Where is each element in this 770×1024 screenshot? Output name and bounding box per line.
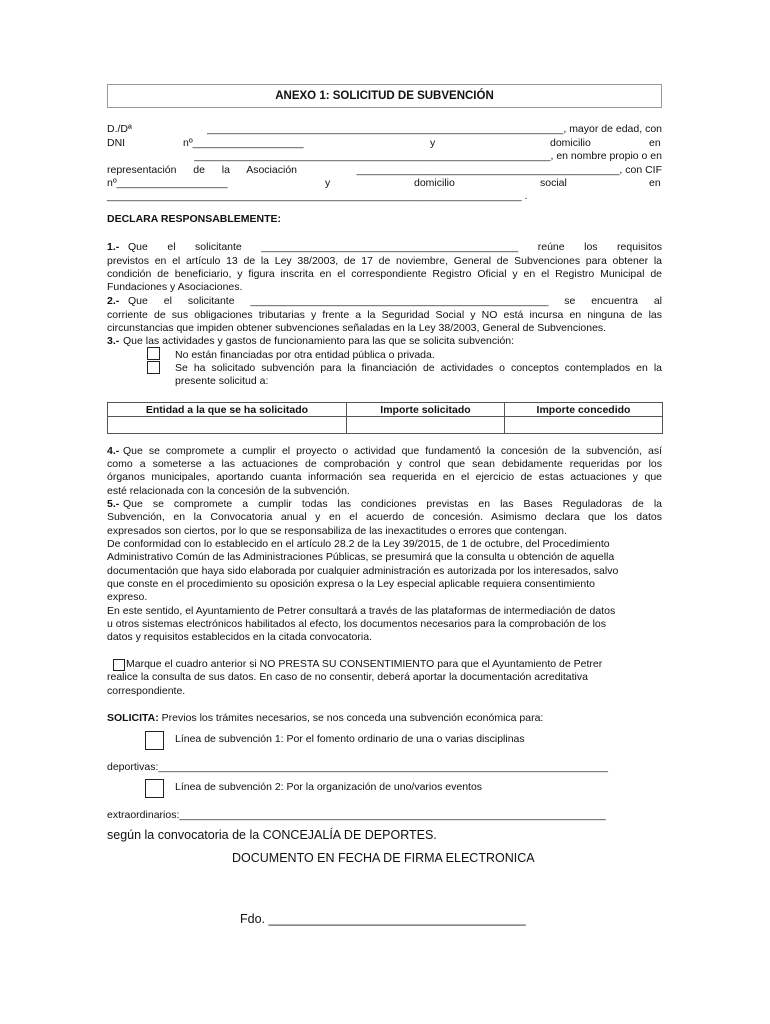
table-header: Importe solicitado	[347, 403, 505, 417]
extraordinarios-field[interactable]: extraordinarios:_________________________________________________________________________	[107, 809, 606, 821]
intro-dni-label: DNI	[107, 137, 126, 149]
p1-line: Fundaciones y Asociaciones.	[107, 281, 243, 293]
firma-field[interactable]: Fdo. _____________________________________	[240, 912, 526, 926]
intro-asociacion-field[interactable]: _____________________________________________, con CIF	[356, 164, 662, 176]
solicita-text: Previos los trámites necesarios, se nos conceda una subvención económica para:	[161, 712, 544, 724]
deportivas-field[interactable]: deportivas:_____________________________________________________________________________	[107, 761, 609, 773]
table-header: Entidad a la que se ha solicitado	[108, 403, 347, 417]
conformidad-line: Administrativo Común de las Administraciones Públicas, se presumirá que la consulta u obtención de aquella	[107, 551, 615, 563]
marque-line: correspondiente.	[107, 685, 186, 697]
p3-option-2b: presente solicitud a:	[175, 375, 269, 387]
p4-line: esté relacionada con la concesión de la subvención.	[107, 485, 350, 497]
p5-number: 5.-	[107, 498, 120, 510]
p1-line: previstos en el artículo 13 de la Ley 38/2003, de 17 de noviembre, General de Subvenciones para obtener la	[107, 255, 662, 267]
conformidad-line: que conste en el procedimiento su oposición expresa o la Ley especial aplicable requiera consentimiento	[107, 578, 595, 590]
sentido-line: En este sentido, el Ayuntamiento de Petrer consultará a través de las plataformas de intermediación de datos	[107, 605, 616, 617]
intro-domicilio-social-field[interactable]: _______________________________________________________________________ .	[107, 190, 528, 202]
table-row	[108, 417, 663, 434]
p3-option-1: No están financiadas por otra entidad pública o privada.	[175, 349, 435, 361]
intro-name-label: D./Dª	[107, 123, 132, 135]
checkbox-linea-2[interactable]	[145, 779, 164, 798]
p2-line: circunstancias que impiden obtener subvenciones señaladas en la Ley 38/2003, General de Subvenciones.	[107, 322, 607, 334]
table-cell-solicitado[interactable]	[347, 417, 505, 434]
p4-number: 4.-	[107, 445, 120, 457]
checkbox-no-consentimiento[interactable]	[113, 659, 125, 671]
intro-en: en	[649, 137, 661, 149]
p5-line: Subvención, en la Convocatoria anual y en el acuerdo de concesión. Asimismo declara que los datos	[107, 511, 662, 523]
p3-number: 3.-	[107, 335, 120, 347]
solicita-label: SOLICITA:	[107, 712, 159, 724]
table-cell-concedido[interactable]	[505, 417, 663, 434]
p3-option-2: Se ha solicitado subvención para la financiación de actividades o conceptos contemplados en la	[175, 362, 662, 374]
documento-fecha: DOCUMENTO EN FECHA DE FIRMA ELECTRONICA	[232, 851, 535, 865]
p5-line: Que se compromete a cumplir todas las condiciones previstas en las Bases Reguladoras de la	[123, 498, 662, 510]
marque-line: realice la consulta de sus datos. En caso de no consentir, deberá aportar la documentación acreditativa	[107, 671, 588, 683]
p2-line: corriente de sus obligaciones tributarias y frente a la Seguridad Social y NO está incursa en ninguna de las	[107, 309, 662, 321]
p2-number: 2.-	[107, 295, 120, 307]
sentido-line: u otros sistemas electrónicos habilitados al efecto, los documentos necesarios para la comprobación de los	[107, 618, 607, 630]
table-header: Importe concedido	[505, 403, 663, 417]
intro-representacion-label: representación de la Asociación	[107, 164, 297, 176]
p5-line: expresados son ciertos, por lo que se responsabiliza de las inexactitudes o errores que contengan.	[107, 525, 567, 537]
intro-name-field[interactable]: _____________________________________________________________, mayor de edad, con	[207, 123, 662, 135]
intro-social-label: social	[540, 177, 567, 189]
page-title: ANEXO 1: SOLICITUD DE SUBVENCIÓN	[107, 84, 662, 108]
p1-line: Que el solicitante ____________________________________________ reúne los requisitos	[128, 241, 662, 253]
sentido-line: datos y requisitos establecidos en la citada convocatoria.	[107, 631, 372, 643]
intro-dni-field[interactable]: nº___________________	[183, 137, 304, 149]
intro-and-2: y	[325, 177, 331, 189]
marque-line: Marque el cuadro anterior si NO PRESTA SU CONSENTIMIENTO para que el Ayuntamiento de Petrer	[126, 658, 603, 670]
entidades-table	[107, 402, 663, 434]
segun-convocatoria: según la convocatoria de la CONCEJALÍA DE DEPORTES.	[107, 828, 437, 842]
conformidad-line: expreso.	[107, 591, 148, 603]
intro-domicilio-field[interactable]: _____________________________________________________________, en nombre propio o en	[194, 150, 662, 162]
p3-line: Que las actividades y gastos de funcionamiento para las que se solicita subvención:	[123, 335, 515, 347]
solicita-paragraph	[107, 712, 543, 725]
intro-domicilio-label-2: domicilio	[414, 177, 455, 189]
p1-line: condición de beneficiario, y figura inscrita en el correspondiente Registro Oficial y en el Registro Municipal de	[107, 268, 662, 280]
intro-domicilio-label: domicilio	[550, 137, 591, 149]
p4-line: como a someterse a las actuaciones de comprobación y control que sean debidamente requeridas por los	[107, 458, 662, 470]
p4-line: órganos municipales, aportando cuanta información sea requerida en el ejercicio de estas actuaciones y que	[107, 471, 662, 483]
checkbox-linea-1[interactable]	[145, 731, 164, 750]
intro-cif-field[interactable]: nº___________________	[107, 177, 228, 189]
declara-heading: DECLARA RESPONSABLEMENTE:	[107, 213, 282, 225]
p4-line: Que se compromete a cumplir el proyecto o actividad que fundamentó la concesión de la subvención, así	[123, 445, 662, 457]
p1-number: 1.-	[107, 241, 120, 253]
intro-and: y	[430, 137, 436, 149]
checkbox-no-financiadas[interactable]	[147, 347, 160, 360]
conformidad-line: De conformidad con lo establecido en el artículo 28.2 de la Ley 39/2015, de 1 de octubre, del Procedimiento	[107, 538, 610, 550]
linea-1-label: Línea de subvención 1: Por el fomento ordinario de una o varias disciplinas	[175, 733, 525, 745]
conformidad-line: documentación que haya sido elaborada por cualquier administración es autorizada por los interesados, salvo	[107, 565, 619, 577]
table-cell-entidad[interactable]	[108, 417, 347, 434]
intro-en-2: en	[649, 177, 661, 189]
p2-line: Que el solicitante ___________________________________________________ se encuentra al	[128, 295, 662, 307]
linea-2-label: Línea de subvención 2: Por la organización de uno/varios eventos	[175, 781, 483, 793]
checkbox-solicitado[interactable]	[147, 361, 160, 374]
